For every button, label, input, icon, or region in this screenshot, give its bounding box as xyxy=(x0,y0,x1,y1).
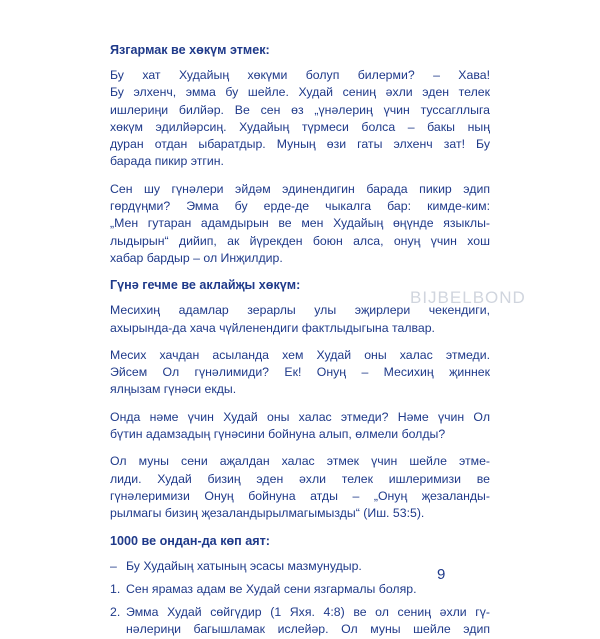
text-line: Месихиң адамлар зерарлы улы эҗирлери чекендиги, xyxy=(110,303,490,318)
paragraph xyxy=(110,409,490,444)
text-line: хөкүм эдилйәрсиң. Худайың түрмеси болса – бакы ның xyxy=(110,119,490,134)
text-line: бүтин адамзадың гүнәсини бойнуна алып, өлмели болды? xyxy=(110,427,446,442)
list-marker: – xyxy=(110,558,117,573)
list-item-text xyxy=(126,581,490,598)
paragraph xyxy=(110,181,490,267)
paragraph xyxy=(110,302,490,337)
list-item xyxy=(110,581,490,598)
list-item xyxy=(110,558,490,575)
list-item-text xyxy=(126,558,490,575)
text-line: нәлериңи багышламак ислейәр. Ол муны шейле эдип xyxy=(126,622,490,637)
text-line: лиди. Худай бизиң эден әхли телек ишлеримизи ве xyxy=(110,471,490,486)
list-marker: 1. xyxy=(110,581,121,596)
watermark: BIJBELBOND xyxy=(410,288,526,307)
paragraph xyxy=(110,67,490,171)
text-line: Бу Худайың хатының эсасы мазмунудыр. xyxy=(126,558,362,573)
text-line: Бу элхенч, эмма бу шейле. Худай сениң әхли эден телек xyxy=(110,85,490,100)
text-line: ялңызам гүнәси екды. xyxy=(110,382,237,397)
text-line: Эйсем Ол гүнәлимиди? Ек! Онуң – Месихиң җиннек xyxy=(110,365,490,380)
verse-list xyxy=(110,558,490,639)
text-line: дуран отдан ыбаратдыр. Муның өзи гаты элхенч зат! Бу xyxy=(110,137,490,152)
paragraph xyxy=(110,453,490,522)
text-line: барада пикир этгин. xyxy=(110,154,224,169)
list-marker: 2. xyxy=(110,605,121,620)
text-line: „Мен гутаран адамдырын ве мен Худайың өңүнде языклы- xyxy=(110,216,490,231)
text-line: хабар бардыр – ол Инҗилдир. xyxy=(110,250,283,265)
text-line: рылмагы бизиң җезаландырылмагымызды“ (Иш. 53:5). xyxy=(110,506,425,521)
text-line: Сен ярамаз адам ве Худай сени язгармалы боляр. xyxy=(126,581,417,596)
text-line: гүнәлеримизи Онуң бойнуна атды – „Онуң җезаланды- xyxy=(110,488,490,503)
paragraph xyxy=(110,347,490,399)
text-line: ахырында-да хача чүйленендиги фактлыдыгына талвар. xyxy=(110,320,435,335)
text-line: Бу хат Худайың хөкүми болуп билерми? – Хава! xyxy=(110,68,490,82)
section-heading-judgment: Язгармак ве хөкүм этмек: xyxy=(110,43,270,57)
text-line: гөрдүңми? Эмма бу ерде-де чыкалга бар: кимде-ким: xyxy=(110,199,490,214)
text-line: Эмма Худай сөйгүдир (1 Яхя. 4:8) ве ол сениң әхли гү- xyxy=(126,605,490,620)
text-line: Месих хачдан асыланда хем Худай оны халас этмеди. xyxy=(110,347,490,362)
document-page xyxy=(110,42,490,637)
list-item xyxy=(110,604,490,639)
text-line: Ол муны сени аҗалдан халас этмек үчин шейле этме- xyxy=(110,454,490,469)
text-line: ишлериңи билйәр. Ве сен өз „үнәлериң үчин туссагллыга xyxy=(110,102,490,117)
text-line: Сен шу гүнәлери эйдәм эдинендигин барада пикир эдип xyxy=(110,181,490,196)
text-line: Онда нәме үчин Худай оны халас этмеди? Нәме үчин Ол xyxy=(110,409,490,424)
list-item-text xyxy=(126,604,490,639)
section-heading-forgiveness: Гүнә гечме ве аклайҗы хөкүм: xyxy=(110,278,301,293)
text-line: лыдырын“ дийип, ак йүрекден боюн алса, онуң үчин хош xyxy=(110,233,490,248)
section-heading-verses: 1000 ве ондан-да көп аят: xyxy=(110,533,271,548)
page-number: 9 xyxy=(437,566,446,583)
